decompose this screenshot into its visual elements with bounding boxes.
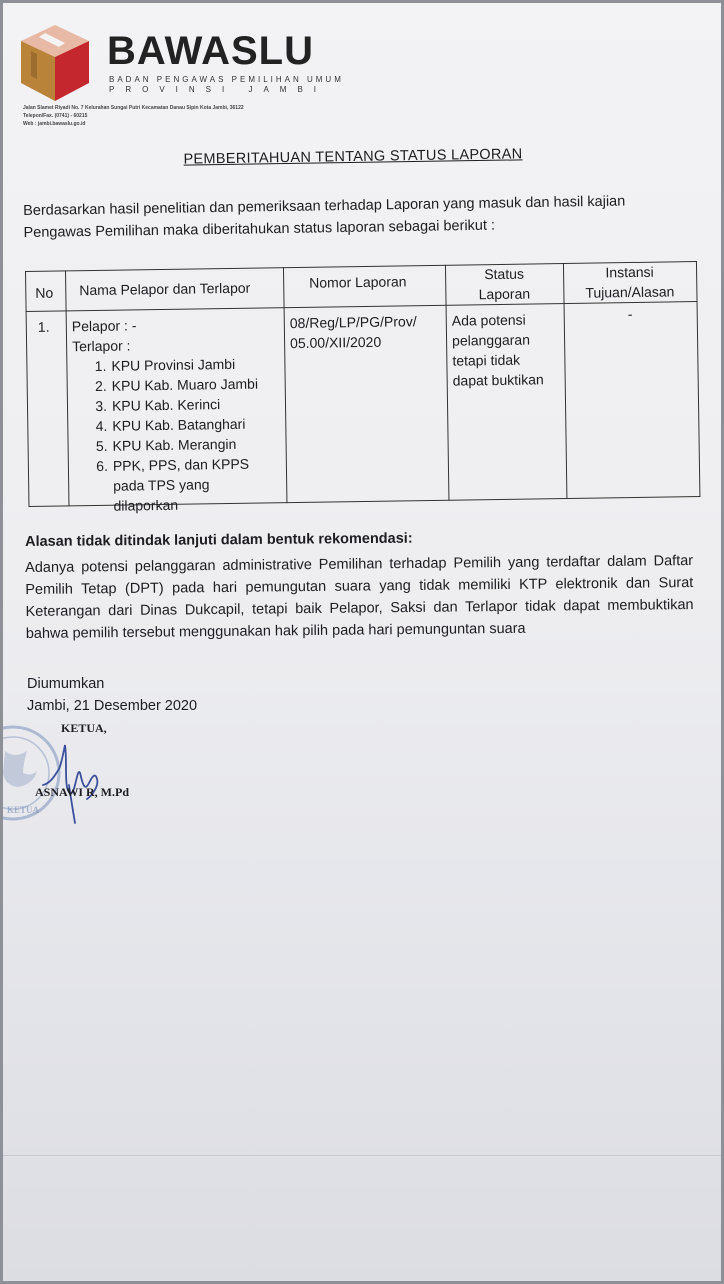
intro-paragraph: Berdasarkan hasil penelitian dan pemeriksaan terhadap Laporan yang masuk dan hasil kajian Pengawas Pemilihan maka diberitahukan status laporan sebagai berikut : — [23, 193, 626, 241]
pelapor-label: Pelapor : - — [71, 317, 137, 335]
status-line: tetapi tidak — [452, 351, 521, 369]
brand-region: PROVINSI JAMBI — [109, 85, 328, 94]
terlapor-item-text: KPU Kab. Merangin — [112, 435, 237, 454]
brand-subtitle: BADAN PENGAWAS PEMILIHAN UMUM — [109, 75, 344, 84]
stamp-label: KETUA — [7, 805, 40, 815]
terlapor-item-number: 6. — [96, 457, 109, 474]
signer-role: KETUA, — [61, 721, 107, 735]
terlapor-item-text: KPU Provinsi Jambi — [111, 355, 236, 374]
document-page — [3, 3, 721, 1281]
status-line: dapat buktikan — [452, 371, 544, 389]
header-status — [445, 263, 564, 305]
paper-fold-line — [3, 1155, 721, 1156]
reason-heading: Alasan tidak ditindak lanjuti dalam bentuk rekomendasi: — [25, 530, 413, 550]
terlapor-item-text: KPU Kab. Kerinci — [111, 396, 221, 414]
row-no: 1. — [37, 318, 50, 335]
table-border-right — [696, 261, 701, 497]
row-instansi: - — [627, 305, 633, 323]
address-line: Jalan Slamet Riyadi No. 7 Kelurahan Sungai Putri Kecamatan Danau Sipin Kota Jambi, 36122 — [23, 105, 244, 111]
terlapor-item — [73, 373, 283, 396]
header-instansi-line-2: Tujuan/Alasan — [585, 283, 675, 301]
brand-name: BAWASLU — [107, 29, 314, 73]
terlapor-item-number: 4. — [95, 417, 108, 434]
header-no: No — [35, 284, 54, 301]
nomor-line-1: 08/Reg/LP/PG/Prov/ — [289, 313, 417, 332]
terlapor-item-text: PPK, PPS, dan KPPS pada TPS yang dilaporkan — [112, 455, 250, 514]
status-line: Ada potensi — [451, 311, 526, 329]
handwritten-signature-icon — [39, 725, 119, 825]
announce-label: Diumumkan — [27, 676, 105, 692]
table-col-divider — [65, 270, 70, 506]
document-title: PEMBERITAHUAN TENTANG STATUS LAPORAN — [183, 146, 523, 168]
terlapor-item-number: 2. — [94, 377, 107, 394]
terlapor-item-number: 3. — [95, 397, 108, 414]
status-line: pelanggaran — [451, 331, 531, 349]
terlapor-item-text: KPU Kab. Muaro Jambi — [111, 375, 259, 394]
bawaslu-logo-icon — [15, 21, 95, 105]
row-nama — [72, 313, 285, 516]
table-border-left — [25, 271, 30, 507]
row-nomor — [290, 311, 417, 353]
header-status-line-1: Status — [484, 265, 525, 283]
terlapor-item — [74, 453, 285, 516]
letterhead-contact — [23, 104, 244, 128]
header-status-line-2: Laporan — [478, 285, 531, 303]
nomor-line-2: 05.00/XII/2020 — [289, 333, 382, 352]
header-nomor: Nomor Laporan — [309, 273, 407, 291]
phone-line: Telepon/Fax. (0741) - 60215 — [23, 113, 88, 119]
web-line: Web : jambi.bawaslu.go.id — [23, 121, 86, 127]
row-status — [452, 309, 544, 390]
header-nama: Nama Pelapor dan Terlapor — [79, 279, 251, 299]
terlapor-item-text: KPU Kab. Batanghari — [112, 415, 246, 434]
terlapor-label: Terlapor : — [72, 337, 131, 355]
terlapor-item-number: 5. — [95, 437, 108, 454]
announcement-block — [27, 673, 197, 717]
status-table — [25, 261, 700, 514]
announce-date: Jambi, 21 Desember 2020 — [27, 698, 198, 714]
header-instansi — [563, 261, 697, 303]
header-instansi-line-1: Instansi — [605, 263, 654, 281]
reason-paragraph: Adanya potensi pelanggaran administrative Pemilihan terhadap Pemilih yang terdaftar dalam Daftar Pemilih Tetap (DPT) pada hari pemungutan suara yang tidak memiliki KTP elektronik dan Surat Keterangan dari Dinas Dukcapil, tetapi baik Pelapor, Saksi dan Terlapor tidak dapat membuktikan bahwa pemilih tersebut menggunakan hak pilih pada hari pemunguntan suara — [25, 553, 694, 642]
signer-name: ASNAWI R, M.Pd — [35, 785, 130, 799]
terlapor-item-number: 1. — [94, 357, 107, 374]
